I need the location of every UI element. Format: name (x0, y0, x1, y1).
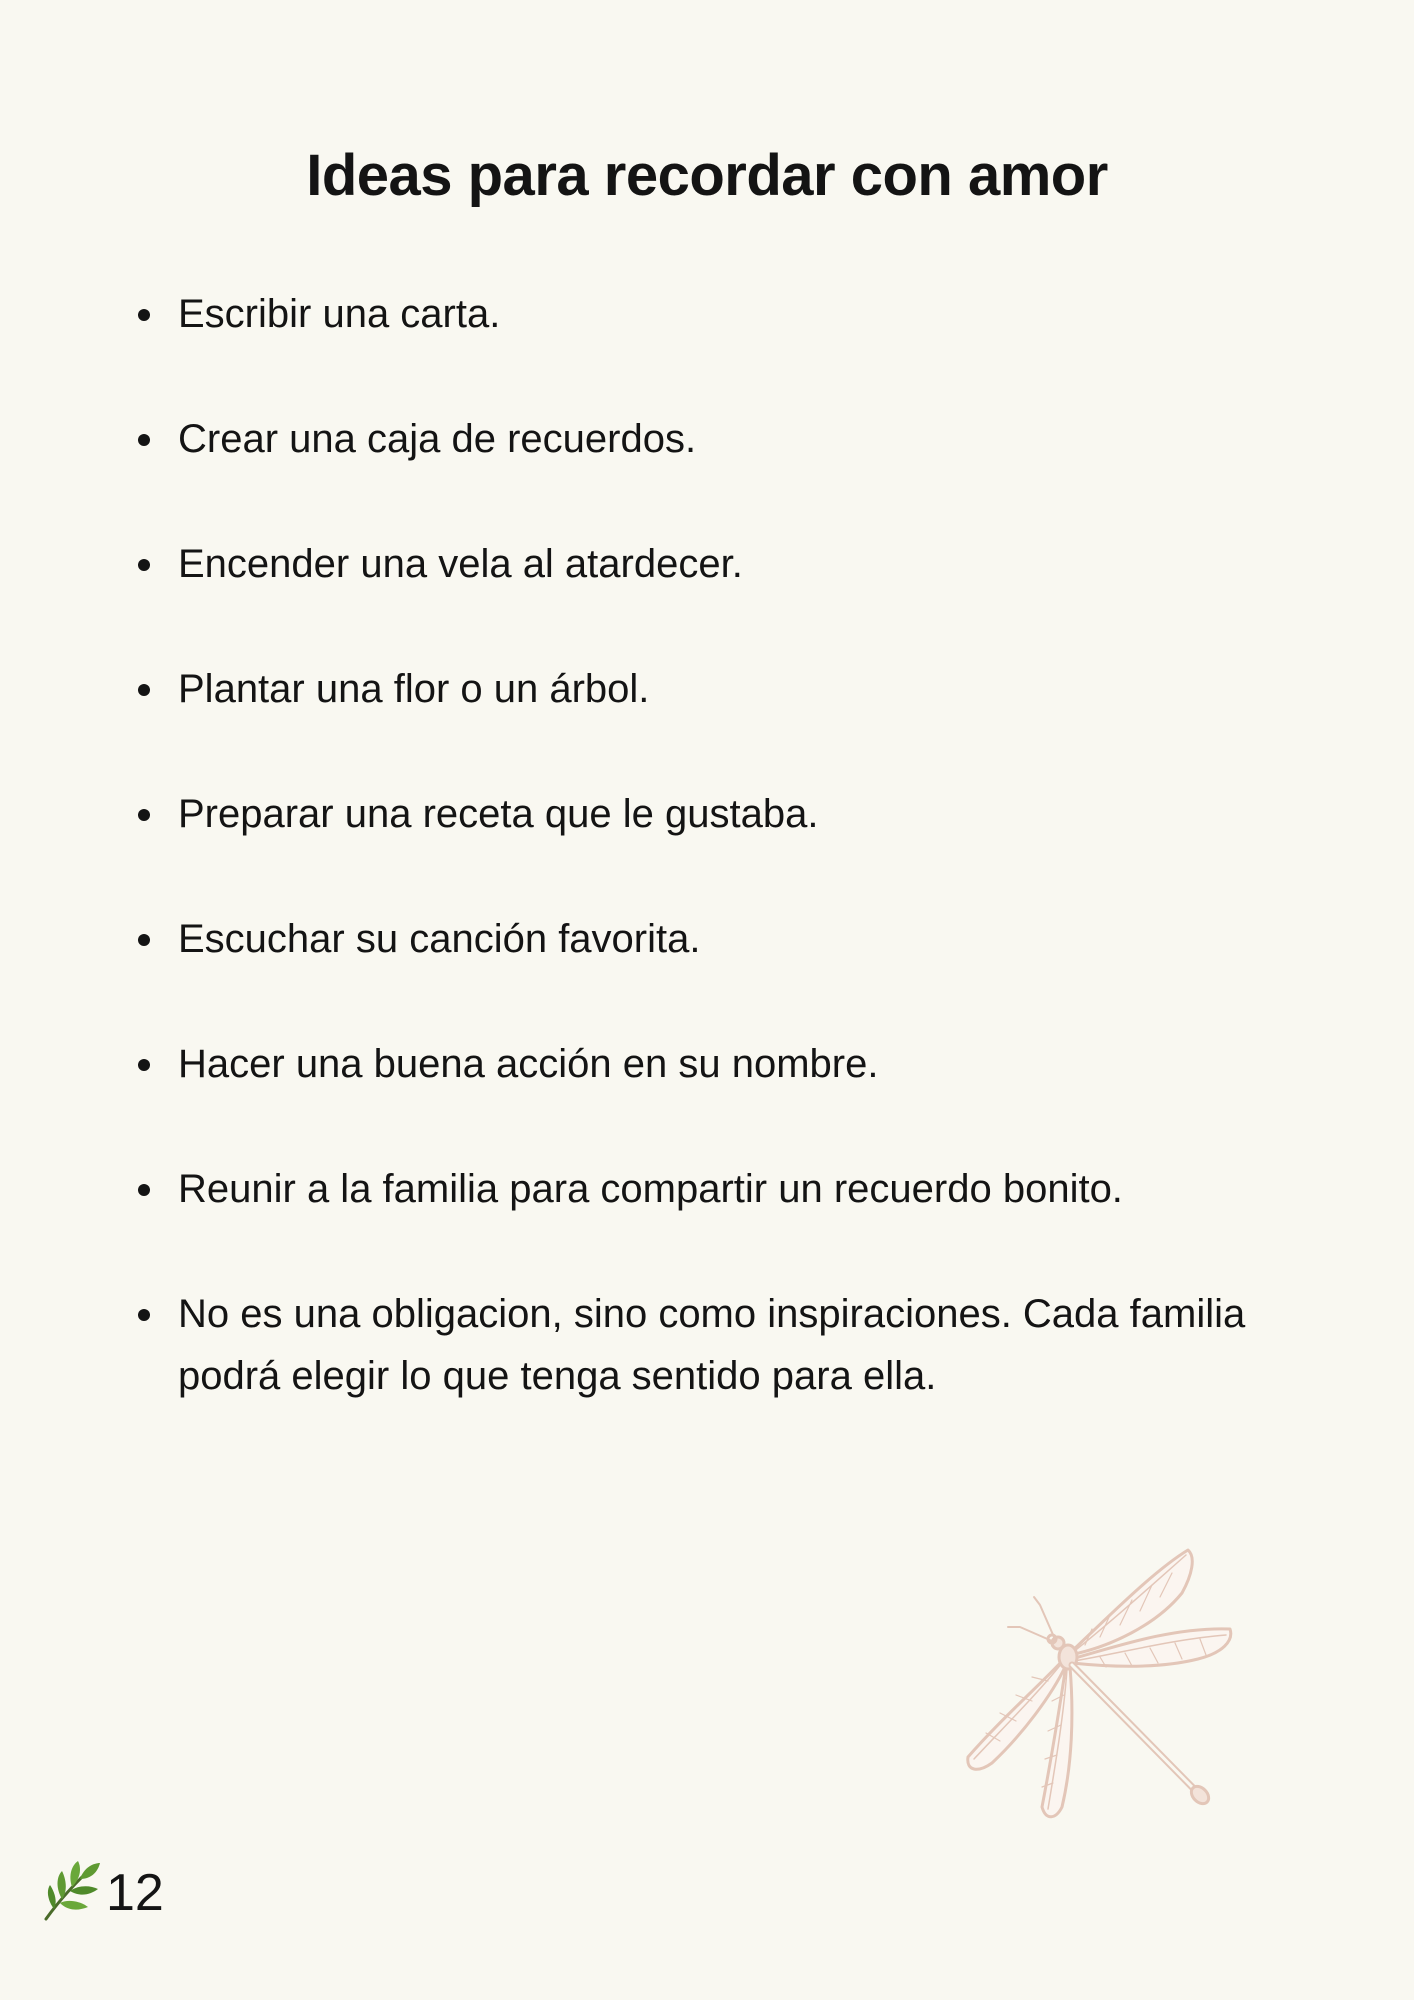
dragonfly-icon (960, 1545, 1240, 1825)
list-item-text: Hacer una buena acción en su nombre. (178, 1042, 879, 1086)
bullet-icon (138, 934, 150, 946)
page-title: Ideas para recordar con amor (306, 143, 1108, 208)
list-item-text: Escribir una carta. (178, 292, 501, 336)
bullet-icon (138, 559, 150, 571)
list-item-text: Reunir a la familia para compartir un recuerdo bonito. (178, 1167, 1123, 1211)
list-item-text: Escuchar su canción favorita. (178, 917, 701, 961)
list-item-text: Plantar una flor o un árbol. (178, 667, 650, 711)
ideas-list (134, 283, 1264, 1470)
list-item (134, 658, 1264, 720)
bullet-icon (138, 309, 150, 321)
list-item-text: Encender una vela al atardecer. (178, 542, 743, 586)
bullet-icon (138, 1059, 150, 1071)
list-item (134, 1283, 1264, 1407)
list-item (134, 1033, 1264, 1095)
list-item-text: No es una obligacion, sino como inspiraciones. Cada familia podrá elegir lo que tenga sentido para ella. (178, 1292, 1246, 1398)
list-item (134, 908, 1264, 970)
list-item (134, 783, 1264, 845)
bullet-icon (138, 684, 150, 696)
list-item (134, 1158, 1264, 1220)
bullet-icon (138, 1184, 150, 1196)
leaf-sprig-icon (40, 1861, 102, 1925)
list-item-text: Crear una caja de recuerdos. (178, 417, 697, 461)
page-footer (40, 1858, 164, 1928)
bullet-icon (138, 434, 150, 446)
bullet-icon (138, 809, 150, 821)
list-item (134, 408, 1264, 470)
bullet-icon (138, 1309, 150, 1321)
page-number: 12 (106, 1864, 164, 1922)
list-item (134, 283, 1264, 345)
list-item-text: Preparar una receta que le gustaba. (178, 792, 819, 836)
list-item (134, 533, 1264, 595)
